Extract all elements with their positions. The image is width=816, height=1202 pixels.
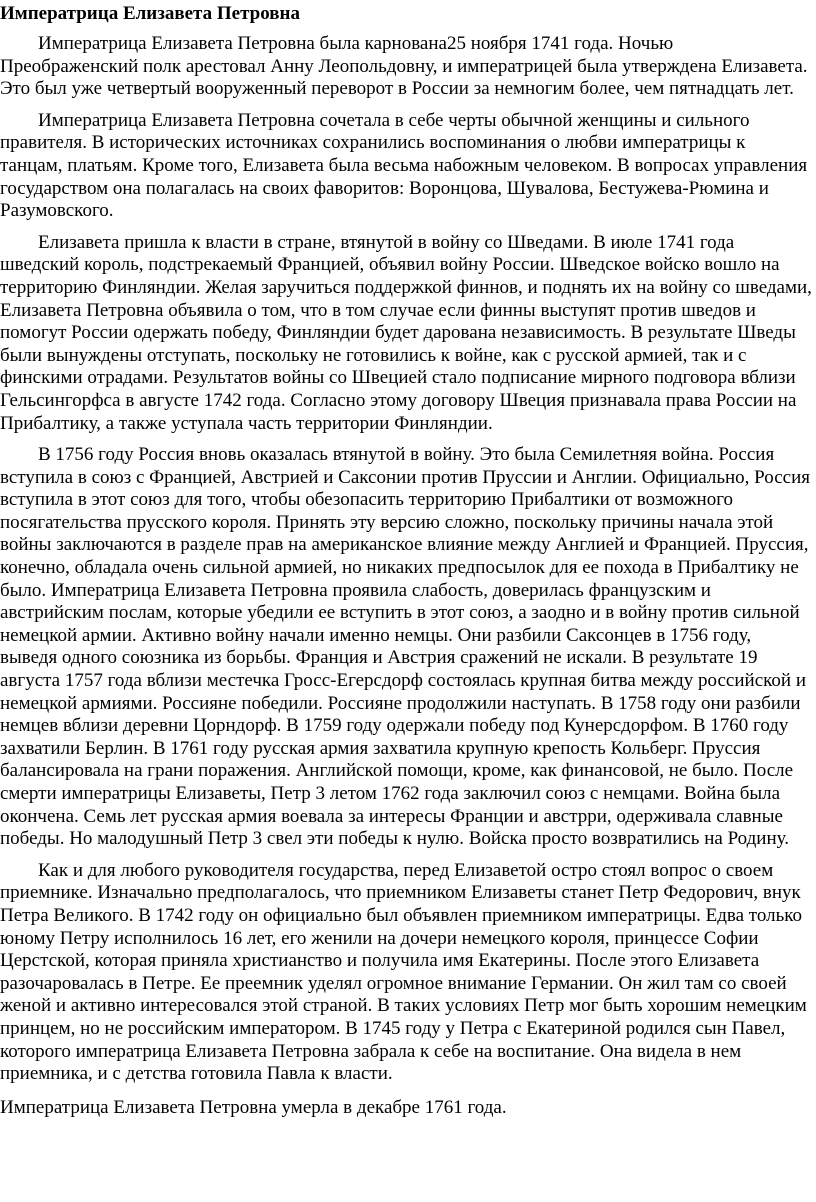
paragraph-swedish-war: Елизавета пришла к власти в стране, втянутой в войну со Шведами. В июле 1741 года шведский король, подстрекаемый Францией, объявил войну России. Шведское войско вошло на территорию Финляндии. Желая заручиться поддержкой финнов, и поднять их на войну со шведами, Елизавета Петровна объявила о том, что в том случае если финны выступят против шведов и помогут России одержать победу, Финляндии будет дарована независимость. В результате Шведы были вынуждены отступать, поскольку не готовились к войне, как с русской армией, так и с финскими отрадами. Результатов войны со Швецией стало подписание мирного подговора вблизи Гельсингорфса в августе 1742 года. Согласно этому договору Швеция признавала права России на Прибалтику, а также уступала часть территории Финляндии. bbox=[0, 231, 812, 434]
paragraph-character: Императрица Елизавета Петровна сочетала в себе черты обычной женщины и сильного правителя. В исторических источниках сохранились воспоминания о любви императрицы к танцам, платьям. Кроме того, Елизавета была весьма набожным человеком. В вопросах управления государством она полагалась на своих фаворитов: Воронцова, Шувалова, Бестужева-Рюмина и Разумовского. bbox=[0, 109, 808, 222]
paragraph-seven-years-war: В 1756 году Россия вновь оказалась втянутой в войну. Это была Семилетняя война. Россия вступила в союз с Францией, Австрией и Саксонии против Пруссии и Англии. Официально, Россия вступила в этот союз для того, чтобы обезопасить территорию Прибалтики от возможного посягательства прусского короля. Принять эту версию сложно, поскольку причины начала этой войны заключаются в разделе прав на американское влияние между Англией и Францией. Пруссия, конечно, обладала очень сильной армией, но никаких предпосылок для ее похода в Прибалтику не было. Императрица Елизавета Петровна проявила слабость, доверилась французским и австрийским послам, которые убедили ее вступить в этот союз, а заодно и в войну против сильной немецкой армии. Активно войну начали именно немцы. Они разбили Саксонцев в 1756 году, выведя одного союзника из борьбы. Франция и Австрия сражений не искали. В результате 19 августа 1757 года вблизи местечка Гросс-Егерсдорф состоялась крупная битва между российской и немецкой армиями. Россияне победили. Россияне продолжили наступать. В 1758 году они разбили немцев вблизи деревни Цорндорф. В 1759 году одержали победу под Кунерсдорфом. В 1760 году захватили Берлин. В 1761 году русская армия захватила крупную крепость Кольберг. Пруссия балансировала на грани поражения. Английской помощи, кроме, как финансовой, не было. После смерти императрицы Елизаветы, Петр 3 летом 1762 года заключил союз с немцами. Война была окончена. Семь лет русская армия воевала за интересы Франции и австрри, одерживала славные победы. Но малодушный Петр 3 свел эти победы к нулю. Войска просто возвратились на Родину. bbox=[0, 444, 810, 850]
document-title: Императрица Елизавета Петровна bbox=[0, 3, 300, 24]
paragraph-successor: Как и для любого руководителя государства, перед Елизаветой остро стоял вопрос о своем приемнике. Изначально предполагалось, что приемником Елизаветы станет Петр Федорович, внук Петра Великого. В 1742 году он официально был объявлен приемником императрицы. Едва только юному Петру исполнилось 16 лет, его женили на дочери немецкого короля, принцессе Софии Церстской, которая приняла христианство и получила имя Екатерины. После этого Елизавета разочаровалась в Петре. Ее преемник уделял огромное внимание Германии. Он жил там со своей женой и активно интересовался этой страной. В таких условиях Петр мог быть хорошим немецким принцем, но не российским императором. В 1745 году у Петра с Екатериной родился сын Павел, которого императрица Елизавета Петровна забрала к себе на воспитание. Она видела в нем приемника, и с детства готовила Павла к власти. bbox=[0, 859, 807, 1085]
paragraph-coronation: Императрица Елизавета Петровна была карнована25 ноября 1741 года. Ночью Преображенский полк арестовал Анну Леопольдовну, и императрицей была утверждена Елизавета. Это был уже четвертый вооруженный переворот в России за немногим более, чем пятнадцать лет. bbox=[0, 33, 808, 100]
paragraph-closing: Императрица Елизавета Петровна умерла в декабре 1761 года. bbox=[0, 1096, 507, 1118]
document-page bbox=[0, 2, 812, 1128]
